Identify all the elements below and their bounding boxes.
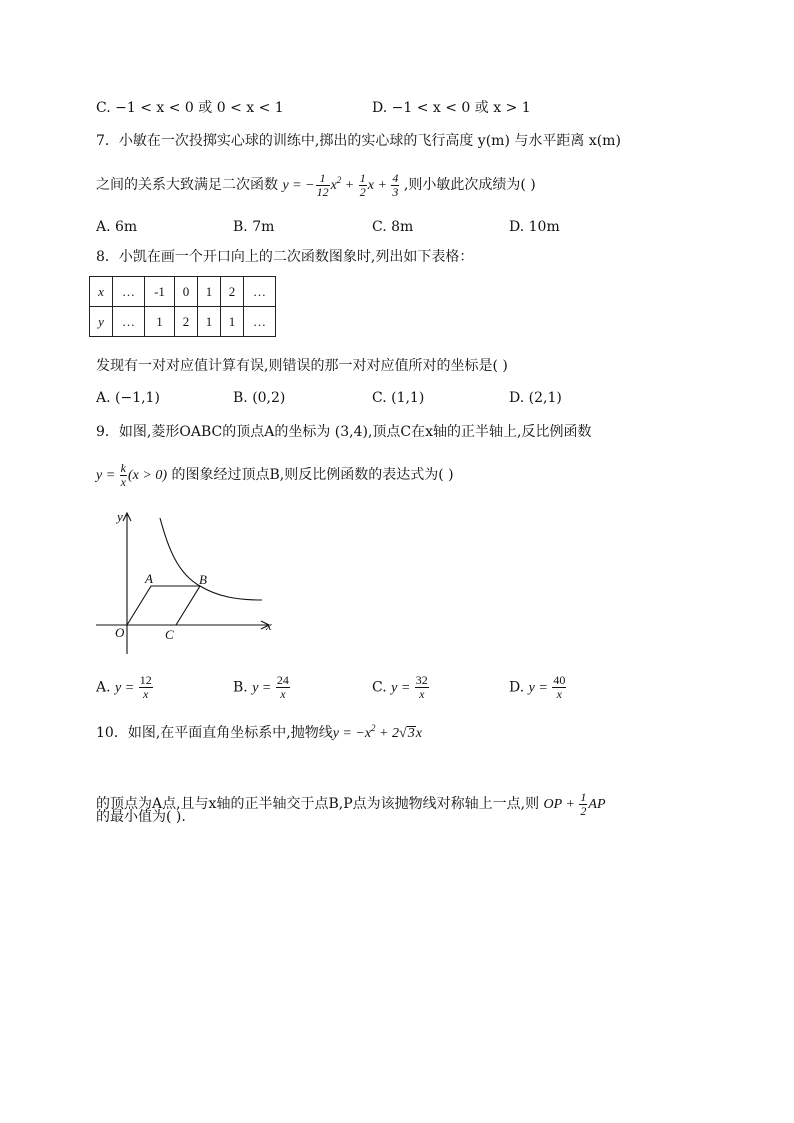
q7-formula: y = − $\frac{1}{12}$ $x^2$ + $\frac{1}{2}$ x + $\frac{4}{3}$ (282, 171, 399, 200)
q8-stem-line2: 发现有一对对应值计算有误,则错误的那一对对应值所对的坐标是( ) (96, 358, 508, 374)
q7-stem-line2-prefix: 之间的关系大致满足二次函数 (96, 177, 278, 193)
q10-stem-line1 (96, 724, 422, 743)
q10-stem-line2-text: 的顶点为A点,且与x轴的正半轴交于点B,P点为该抛物线对称轴上一点,则 (96, 796, 540, 812)
table-row (90, 277, 276, 307)
option-label: D. (509, 679, 525, 696)
table-cell: 2 (175, 307, 198, 337)
label-c: C (165, 627, 174, 642)
rhombus-oabc (127, 586, 200, 625)
option-label: A. (96, 679, 111, 696)
q7-option-c: C. 8m (372, 219, 414, 235)
table-row (90, 307, 276, 337)
q7-option-a: A. 6m (96, 219, 138, 235)
option-numerator: 24 (276, 673, 289, 687)
q9-figure (90, 508, 280, 658)
table-cell: 1 (198, 307, 221, 337)
q9-option-c: C. y = $\frac{32}{x}$ (372, 673, 428, 701)
q8-option-a: A. (−1,1) (96, 390, 160, 406)
table-cell: 0 (175, 277, 198, 307)
option-label: C. (372, 679, 387, 696)
table-cell: y (90, 307, 113, 337)
q8-stem-line1: 8．小凯在画一个开口向上的二次函数图象时,列出如下表格： (96, 249, 474, 265)
q9-option-b: B. y = $\frac{24}{x}$ (233, 673, 289, 701)
table-cell: 1 (221, 307, 244, 337)
q7-stem-line2-suffix: ,则小敏此次成绩为( ) (403, 177, 536, 193)
table-cell: … (113, 307, 145, 337)
q7-stem-line1: 7．小敏在一次投掷实心球的训练中,掷出的实心球的飞行高度 y(m) 与水平距离 x(m) (96, 133, 621, 149)
q10-stem-line3: 的最小值为( ). (96, 809, 186, 825)
label-y: y (117, 509, 123, 524)
label-b: B (199, 572, 207, 587)
q8-option-d: D. (2,1) (509, 390, 562, 406)
option-numerator: 12 (139, 673, 152, 687)
q8-option-b: B. (0,2) (233, 390, 286, 406)
q8-option-c: C. (1,1) (372, 390, 425, 406)
table-cell: … (113, 277, 145, 307)
q10-stem-line1-prefix: 10．如图,在平面直角坐标系中,抛物线 (96, 725, 333, 741)
table-cell: 2 (221, 277, 244, 307)
q9-formula: y = $\frac{k}{x}$ (x > 0) (96, 461, 167, 490)
option-numerator: 32 (415, 673, 428, 687)
label-a: A (145, 571, 153, 586)
q10-expression: OP + $\frac{1}{2}$ AP (543, 790, 606, 819)
q8-value-table (89, 276, 276, 337)
table-cell: … (244, 307, 276, 337)
q9-stem-line2 (96, 462, 454, 489)
q7-option-d: D. 10m (509, 219, 560, 235)
q9-option-d: D. y = $\frac{40}{x}$ (509, 673, 566, 701)
table-cell: -1 (145, 277, 175, 307)
q6-option-d: D. −1 < x < 0 或 x > 1 (372, 100, 531, 116)
label-x: x (266, 618, 272, 633)
table-cell: 1 (198, 277, 221, 307)
q6-option-c: C. −1 < x < 0 或 0 < x < 1 (96, 100, 284, 116)
q7-stem-line2 (96, 172, 536, 199)
label-o: O (115, 625, 125, 640)
option-numerator: 40 (553, 673, 566, 687)
q9-stem-line1: 9．如图,菱形OABC的顶点A的坐标为 (3,4),顶点C在x轴的正半轴上,反比例函数 (96, 424, 592, 440)
q9-stem-line2-suffix: 的图象经过顶点B,则反比例函数的表达式为( ) (171, 467, 454, 483)
q7-option-b: B. 7m (233, 219, 275, 235)
table-cell: … (244, 277, 276, 307)
q10-formula: $y = -x^2 + 2√3x$ (332, 723, 422, 741)
table-cell: 1 (145, 307, 175, 337)
table-cell: x (90, 277, 113, 307)
q9-option-a: A. y = $\frac{12}{x}$ (96, 673, 152, 701)
option-label: B. (233, 679, 248, 696)
hyperbola-curve (160, 518, 262, 600)
